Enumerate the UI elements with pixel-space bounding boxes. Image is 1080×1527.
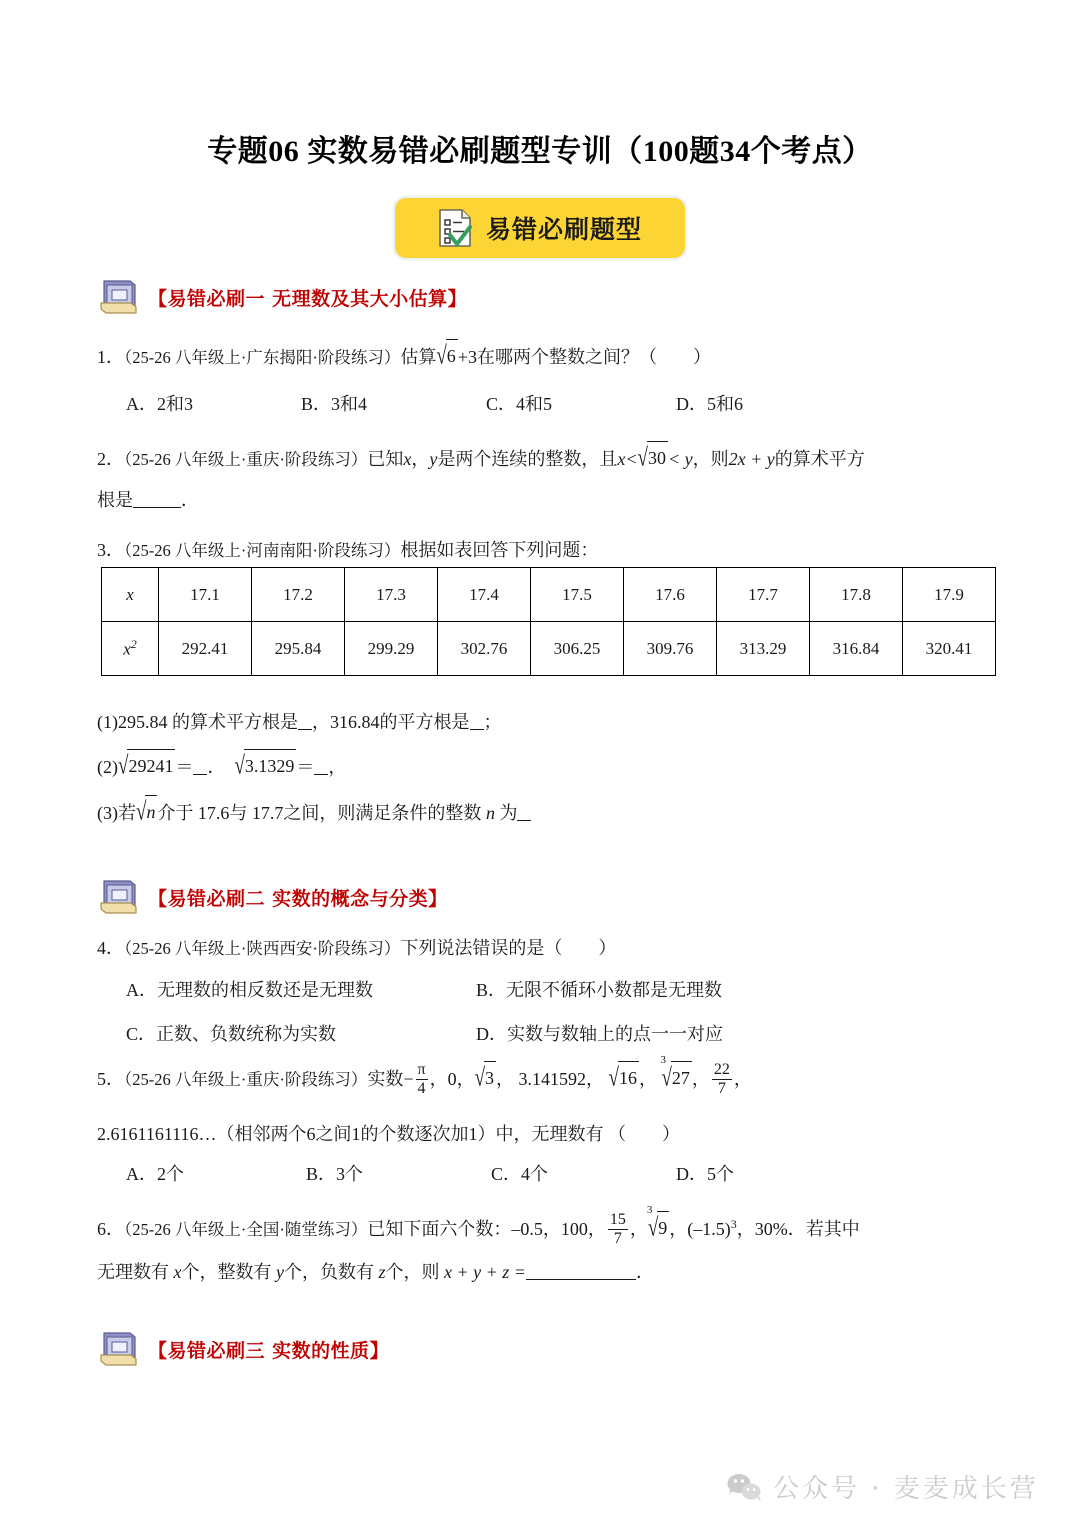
question-2-line2	[97, 484, 199, 517]
q6-var-z: z	[378, 1262, 386, 1282]
q3-sub1-c: ；	[483, 712, 502, 732]
cell-x2-7: 313.29	[717, 622, 810, 676]
question-6-line2	[97, 1256, 654, 1289]
q3-sub3-b: 介于 17.6与 17.7之间，则满足条件的整数	[157, 803, 482, 823]
question-3-sub1	[97, 706, 502, 739]
q3-sub3-c: 为	[499, 803, 518, 823]
footer-watermark	[726, 1468, 1039, 1505]
q5-line2-text: 2.6161161116…（相邻两个6之间1的个数逐次加1）中，无理数有 （ ）	[97, 1124, 680, 1144]
section-header-3	[97, 1330, 389, 1368]
q3-sqrt31329: √3.1329	[234, 750, 296, 784]
q3-sub1-b: ，316.84的平方根是	[312, 712, 470, 732]
question-3-stem	[97, 534, 598, 567]
q5-option-c[interactable]: C．4个	[491, 1164, 549, 1184]
q3-number: 3．	[97, 540, 124, 560]
question-4-options-row1	[126, 976, 722, 1002]
q2-var-y: y	[429, 449, 438, 469]
q2-sqrt30: √30	[638, 442, 668, 476]
q4-source: （25-26 八年级上·陕西西安·阶段练习）	[124, 939, 401, 958]
q5-zero: 0	[447, 1069, 457, 1089]
q2-source: （25-26 八年级上·重庆·阶段练习）	[124, 450, 368, 469]
q5-cbrt27: 3 √27	[661, 1062, 691, 1096]
q5-sqrt16: √16	[609, 1062, 639, 1096]
q1-option-a[interactable]: A．2和3	[126, 394, 193, 414]
cell-x2-4: 302.76	[438, 622, 531, 676]
q4-option-a[interactable]: A．无理数的相反数还是无理数	[126, 980, 373, 1000]
q5-option-b[interactable]: B．3个	[306, 1164, 364, 1184]
q6-var-y: y	[276, 1262, 284, 1282]
cell-x-6: 17.6	[624, 568, 717, 622]
q2-comma: ，	[411, 449, 430, 469]
page-title: 专题06 实数易错必刷题型专训（100题34个考点）	[207, 135, 873, 168]
question-5-options	[126, 1160, 734, 1186]
banner-container	[0, 196, 1080, 260]
q5-number: 5．	[97, 1069, 124, 1089]
q3-sub3-a: (3)若	[97, 803, 136, 823]
q6-power: $(-1.5)^3$	[687, 1217, 737, 1239]
q2-var-x: x	[403, 449, 412, 469]
cell-x2-5: 306.25	[531, 622, 624, 676]
q6-line2-a: 无理数有	[97, 1262, 169, 1282]
q3-sub1-blank1[interactable]	[298, 711, 312, 730]
section-header-1	[97, 278, 467, 316]
q2-text-b: 是两个连续的整数，且	[437, 449, 618, 469]
q6-stem-tail: 若其中	[805, 1219, 860, 1239]
cell-x-8: 17.8	[810, 568, 903, 622]
q1-stem-after: 在哪两个整数之间？（ ）	[476, 347, 711, 367]
section-label: 【易错必刷二 实数的概念与分类】	[148, 887, 448, 910]
q2-text-a: 已知	[367, 449, 404, 469]
q5-sqrt3: √3	[475, 1062, 496, 1096]
squares-table	[101, 567, 996, 676]
q1-sqrt6: √6	[436, 340, 457, 374]
q3-sub2-blank2[interactable]	[314, 756, 328, 775]
q5-decimal: 3.141592	[518, 1069, 587, 1089]
footer-text: 公众号 · 麦麦成长营	[773, 1474, 1039, 1504]
q6-n6: 30%．	[754, 1219, 806, 1239]
q6-line2-b: 个，整数有	[181, 1262, 272, 1282]
section-label: 【易错必刷一 无理数及其大小估算】	[148, 287, 468, 310]
question-2-line1	[97, 442, 865, 476]
cell-x2-9: 320.41	[903, 622, 996, 676]
question-3-sub3	[97, 796, 531, 830]
q1-option-b[interactable]: B．3和4	[301, 394, 368, 414]
q3-sub3-blank[interactable]	[517, 802, 531, 821]
q3-source: （25-26 八年级上·河南南阳·阶段练习）	[124, 541, 401, 560]
cell-x2-2: 295.84	[252, 622, 345, 676]
exam-type-banner	[393, 196, 687, 260]
q6-period: ．	[635, 1262, 654, 1282]
q3-sub2-tail: ，	[328, 757, 347, 777]
q3-sub2-blank1[interactable]	[193, 756, 207, 775]
q4-option-d[interactable]: D．实数与数轴上的点一一对应	[476, 1024, 723, 1044]
table-row-x-squared	[102, 622, 996, 676]
q4-option-c[interactable]: C．正数、负数统称为实数	[126, 1024, 337, 1044]
question-4-options-row2	[126, 1020, 723, 1046]
q1-plus3: +3	[457, 347, 477, 367]
question-6-line1: 6．（25-26 八年级上·全国·随堂练习）已知下面六个数：–0.5，100， $\frac{15}{7}$ ， 3 √9 ，$(-1.5)^3$，30%．若其中	[97, 1204, 860, 1248]
question-1-stem	[97, 340, 711, 374]
banner-label: 易错必刷题型	[485, 215, 642, 244]
q2-text-d: 的算术平方	[774, 449, 865, 469]
q6-source: （25-26 八年级上·全国·随堂练习）	[124, 1220, 368, 1239]
question-5-line2	[97, 1118, 680, 1151]
cell-x-1: 17.1	[159, 568, 252, 622]
q3-stem-text: 根据如表回答下列问题：	[400, 540, 599, 560]
q6-frac-15-7: $\frac{15}{7}$	[609, 1211, 626, 1248]
q4-stem-text: 下列说法错误的是（ ）	[400, 938, 617, 958]
q6-answer-blank[interactable]	[526, 1261, 636, 1280]
q5-stem: 实数	[367, 1069, 404, 1089]
cell-x2-3: 299.29	[345, 622, 438, 676]
row-label-x-squared: $x^2$	[102, 622, 159, 676]
q6-line2-d: 个，则	[385, 1262, 440, 1282]
q5-source: （25-26 八年级上·重庆·阶段练习）	[124, 1070, 368, 1089]
q3-sqrt-n: √n	[136, 796, 157, 830]
q5-frac-22-7: $\frac{22}{7}$	[713, 1061, 730, 1098]
q2-text-e: 根是	[97, 490, 133, 510]
question-4-stem	[97, 932, 616, 965]
q5-option-d[interactable]: D．5个	[676, 1164, 734, 1184]
cell-x2-1: 292.41	[159, 622, 252, 676]
q3-sub3-var: n	[485, 803, 495, 823]
q6-var-x: x	[173, 1262, 182, 1282]
question-1-options	[126, 390, 743, 416]
cell-x2-8: 316.84	[810, 622, 903, 676]
q6-n2: 100	[560, 1219, 588, 1239]
q3-sub1-a: (1)295.84 的算术平方根是	[97, 712, 298, 732]
checklist-document-icon	[438, 208, 472, 248]
q1-stem-before: 估算	[400, 347, 437, 367]
q2-ineq-right: < y	[667, 449, 693, 469]
q3-sub1-blank2[interactable]	[470, 711, 484, 730]
table-row-x	[102, 568, 996, 622]
q2-text-c: ，则	[692, 449, 729, 469]
cell-x-5: 17.5	[531, 568, 624, 622]
section-header-2	[97, 878, 448, 916]
q6-number: 6．	[97, 1219, 124, 1239]
q3-sqrt29241: √29241	[118, 750, 175, 784]
question-5-line1: 5．（25-26 八年级上·重庆·阶段练习）实数− $\frac{\pi}{4}$ ，0，√3 ， 3.141592， √16 ， 3 √27 ， $\frac{22}{7}$ ，	[97, 1054, 752, 1098]
cell-x-3: 17.3	[345, 568, 438, 622]
q6-n1: –0.5	[511, 1219, 543, 1239]
q3-sub2-dot: ．	[207, 757, 226, 777]
question-3-sub2	[97, 750, 346, 784]
cell-x-9: 17.9	[903, 568, 996, 622]
q6-stem: 已知下面六个数：	[367, 1219, 512, 1239]
q1-option-c[interactable]: C．4和5	[486, 394, 553, 414]
q5-option-a[interactable]: A．2个	[126, 1164, 184, 1184]
cell-x-2: 17.2	[252, 568, 345, 622]
q2-ineq-left: x<	[617, 449, 638, 469]
q4-option-b[interactable]: B．无限不循环小数都是无理数	[476, 980, 723, 1000]
q3-sub2-eq2: ＝	[296, 757, 315, 777]
q1-number: 1．	[97, 347, 124, 367]
q6-line2-c: 个，负数有	[284, 1262, 374, 1282]
q2-period: ．	[181, 490, 199, 510]
q1-source: （25-26 八年级上·广东揭阳·阶段练习）	[124, 348, 401, 367]
q6-cbrt9: 3 √9	[648, 1212, 669, 1246]
wechat-icon	[726, 1472, 762, 1502]
book-icon	[97, 1330, 139, 1368]
q1-option-d[interactable]: D．5和6	[676, 394, 743, 414]
section-label: 【易错必刷三 实数的性质】	[148, 1339, 390, 1362]
q3-sub2-eq1: ＝	[175, 757, 194, 777]
q3-sub2-prefix: (2)	[97, 757, 118, 777]
book-icon	[97, 278, 139, 316]
cell-x-7: 17.7	[717, 568, 810, 622]
q5-neg-pi-over-4: − $\frac{\pi}{4}$	[403, 1061, 426, 1098]
q2-number: 2．	[97, 449, 124, 469]
row-label-x: x	[102, 568, 159, 622]
cell-x2-6: 309.76	[624, 622, 717, 676]
q6-expr: x + y + z =	[444, 1262, 526, 1282]
q2-answer-blank[interactable]	[133, 489, 181, 508]
q2-expr: 2x + y	[728, 449, 775, 469]
book-icon	[97, 878, 139, 916]
q4-number: 4．	[97, 938, 124, 958]
cell-x-4: 17.4	[438, 568, 531, 622]
